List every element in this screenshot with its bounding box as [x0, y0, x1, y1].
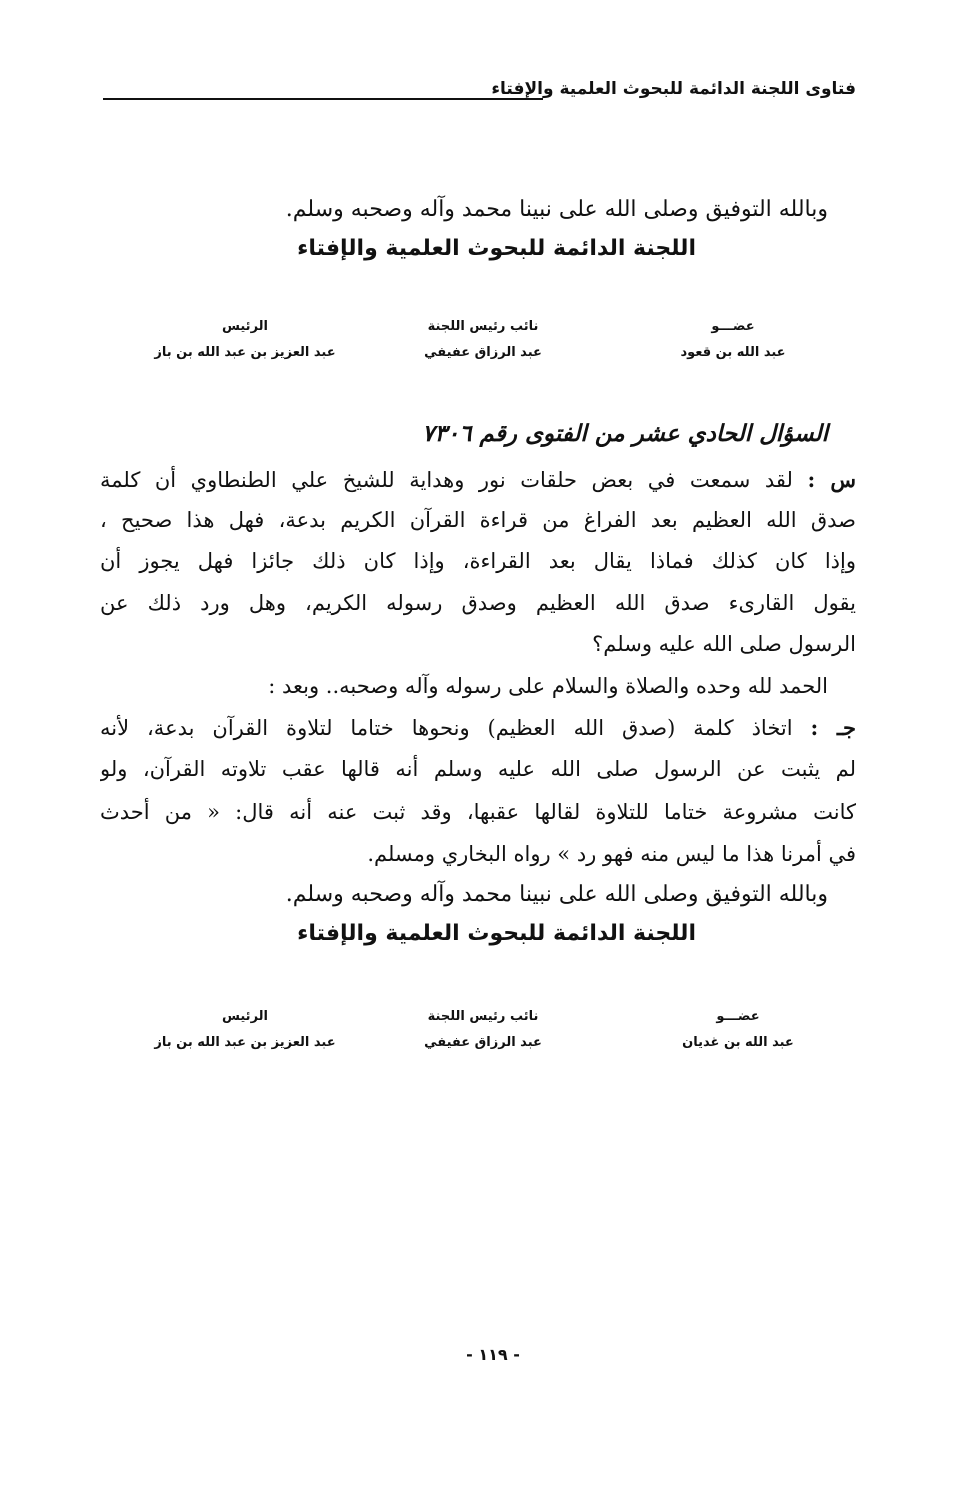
answer-label: جـ :	[810, 715, 856, 740]
signatory-role: عضـــو	[716, 1009, 760, 1024]
question-text: وإذا كان كذلك فماذا يقال بعد القراءة، وإذا كان ذلك جائزا فهل يجوز أن	[100, 549, 856, 573]
answer-text: في أمرنا هذا ما ليس منه فهو رد » رواه البخاري ومسلم.	[367, 842, 856, 866]
signatory-role: نائب رئيس اللجنة	[427, 1009, 539, 1024]
answer-line	[100, 749, 856, 789]
question-label: س :	[807, 467, 856, 492]
signatory-name: عبد الرزاق عفيفي	[424, 345, 542, 360]
answer-text: لم يثبت عن الرسول صلى الله عليه وسلم أنه قالها عقب تلاوته القرآن، ولو	[100, 757, 856, 781]
signatory-role: الرئيس	[222, 1009, 268, 1024]
answer-line	[100, 792, 856, 832]
question-line	[100, 500, 856, 540]
praise-line: الحمد لله وحده والصلاة والسلام على رسوله وآله وصحبه.. وبعد :	[268, 674, 828, 698]
signatory-deputy	[408, 314, 558, 366]
signatory-name: عبد العزيز بن عبد الله بن باز	[154, 345, 336, 360]
answer-text: اتخاذ كلمة (صدق الله العظيم) ونحوها ختاما لتلاوة القرآن بدعة، لأنه	[100, 716, 793, 740]
question-line	[100, 624, 856, 664]
answer-text: كانت مشروعة ختاما للتلاوة لقالها عقبها، وقد ثبت عنه أنه قال: « من أحدث	[100, 800, 856, 824]
signatory-member	[678, 1004, 798, 1056]
signatory-role: عضـــو	[711, 319, 755, 334]
signatory-name: عبد الرزاق عفيفي	[424, 1035, 542, 1050]
signatory-chair	[140, 1004, 350, 1056]
signatory-role: نائب رئيس اللجنة	[427, 319, 539, 334]
page-number: - ١١٩ -	[466, 1345, 520, 1364]
signatories-block	[140, 1004, 820, 1064]
answer-line	[100, 834, 856, 874]
question-line	[100, 541, 856, 581]
committee-name: اللجنة الدائمة للبحوث العلمية والإفتاء	[297, 236, 696, 261]
closing-prayer: وبالله التوفيق وصلى الله على نبينا محمد وآله وصحبه وسلم.	[285, 197, 828, 222]
question-text: لقد سمعت في بعض حلقات نور وهداية للشيخ علي الطنطاوي أن كلمة	[100, 468, 793, 492]
question-line	[100, 460, 856, 500]
question-text: صدق الله العظيم بعد الفراغ من قراءة القرآن الكريم بدعة، فهل هذا صحيح ،	[100, 508, 856, 532]
signatory-role: الرئيس	[222, 319, 268, 334]
closing-prayer: وبالله التوفيق وصلى الله على نبينا محمد وآله وصحبه وسلم.	[285, 882, 828, 907]
signatory-member	[678, 314, 788, 366]
signatories-block	[140, 314, 820, 374]
answer-line	[100, 708, 856, 748]
question-text: يقول القارىء صدق الله العظيم وصدق رسوله الكريم، وهل ورد ذلك عن	[100, 591, 856, 615]
question-line	[100, 583, 856, 623]
signatory-chair	[140, 314, 350, 366]
signatory-name: عبد الله بن غديان	[682, 1035, 794, 1050]
committee-name: اللجنة الدائمة للبحوث العلمية والإفتاء	[297, 921, 696, 946]
running-title: فتاوى اللجنة الدائمة للبحوث العلمية والإفتاء	[491, 79, 856, 99]
signatory-deputy	[408, 1004, 558, 1056]
signatory-name: عبد الله بن قعود	[680, 345, 786, 360]
question-heading: السؤال الحادي عشر من الفتوى رقم ٧٣٠٦	[422, 420, 828, 447]
signatory-name: عبد العزيز بن عبد الله بن باز	[154, 1035, 336, 1050]
header-rule	[103, 98, 543, 100]
question-text: الرسول صلى الله عليه وسلم؟	[592, 632, 856, 656]
